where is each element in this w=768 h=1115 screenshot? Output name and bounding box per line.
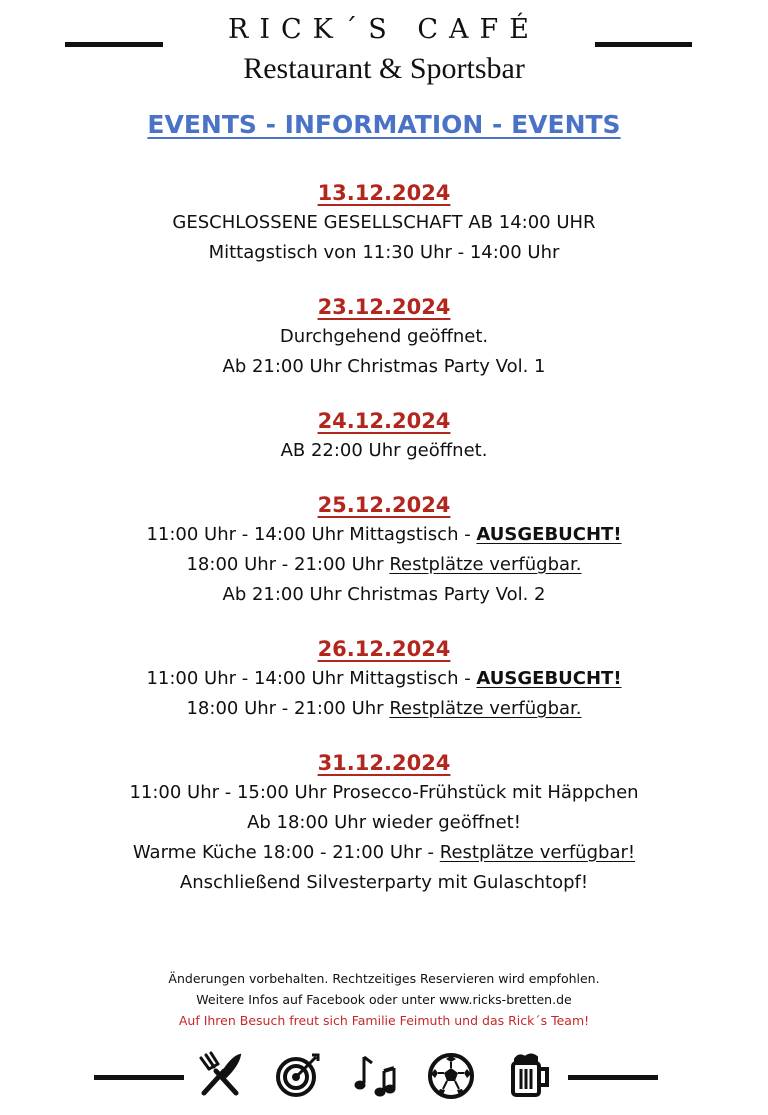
footer-note-website: Weitere Infos auf Facebook oder unter www.ricks-bretten.de — [196, 992, 572, 1007]
event-line: Mittagstisch von 11:30 Uhr - 14:00 Uhr — [208, 242, 560, 263]
cutlery-icon — [194, 1049, 246, 1101]
brand-subtitle: Restaurant & Sportsbar — [243, 52, 525, 85]
event-date: 23.12.2024 — [317, 295, 451, 319]
footer-rule-left — [94, 1075, 184, 1080]
event-24-12 — [0, 406, 768, 466]
event-line: Anschließend Silvesterparty mit Gulaschtopf! — [179, 872, 589, 893]
availability-note: Restplätze verfügbar. — [389, 698, 582, 719]
event-line-text: 11:00 Uhr - 14:00 Uhr Mittagstisch - — [146, 668, 477, 689]
events-heading: EVENTS - INFORMATION - EVENTS — [147, 110, 621, 139]
event-date: 24.12.2024 — [317, 409, 451, 433]
event-line-text: 18:00 Uhr - 21:00 Uhr — [186, 554, 390, 575]
soccer-ball-icon — [425, 1049, 477, 1101]
event-25-12 — [0, 490, 768, 610]
event-line — [0, 664, 768, 694]
event-line — [0, 520, 768, 550]
music-notes-icon — [350, 1049, 402, 1101]
event-31-12 — [0, 748, 768, 898]
footer-rule-right — [568, 1075, 658, 1080]
event-26-12 — [0, 634, 768, 724]
footer — [0, 968, 768, 1031]
event-line: Ab 21:00 Uhr Christmas Party Vol. 2 — [222, 584, 546, 605]
event-line — [0, 838, 768, 868]
event-line: Durchgehend geöffnet. — [279, 326, 489, 347]
event-date: 31.12.2024 — [317, 751, 451, 775]
icon-row — [0, 1045, 768, 1105]
event-line — [0, 550, 768, 580]
beer-mug-icon — [503, 1049, 555, 1101]
header — [0, 0, 768, 100]
availability-note: Restplätze verfügbar! — [439, 842, 636, 863]
event-line: AB 22:00 Uhr geöffnet. — [280, 440, 488, 461]
sold-out-badge: AUSGEBUCHT! — [476, 524, 622, 545]
event-line: Ab 18:00 Uhr wieder geöffnet! — [247, 812, 521, 833]
event-date: 13.12.2024 — [317, 181, 451, 205]
event-date: 26.12.2024 — [317, 637, 451, 661]
brand-title: RICK´S CAFÉ — [227, 14, 540, 45]
event-line: Ab 21:00 Uhr Christmas Party Vol. 1 — [222, 356, 546, 377]
event-13-12 — [0, 178, 768, 268]
availability-note: Restplätze verfügbar. — [389, 554, 582, 575]
event-line-text: Warme Küche 18:00 - 21:00 Uhr - — [132, 842, 440, 863]
footer-note-greeting: Auf Ihren Besuch freut sich Familie Feimuth und das Rick´s Team! — [178, 1013, 590, 1028]
events-list — [0, 178, 768, 922]
event-line: GESCHLOSSENE GESELLSCHAFT AB 14:00 UHR — [172, 212, 596, 233]
event-23-12 — [0, 292, 768, 382]
event-date: 25.12.2024 — [317, 493, 451, 517]
event-line-text: 11:00 Uhr - 14:00 Uhr Mittagstisch - — [146, 524, 477, 545]
dart-target-icon — [272, 1049, 324, 1101]
sold-out-badge: AUSGEBUCHT! — [476, 668, 622, 689]
footer-note-changes: Änderungen vorbehalten. Rechtzeitiges Reservieren wird empfohlen. — [168, 971, 600, 986]
event-line — [0, 694, 768, 724]
event-line-text: 18:00 Uhr - 21:00 Uhr — [186, 698, 390, 719]
event-line: 11:00 Uhr - 15:00 Uhr Prosecco-Frühstück mit Häppchen — [129, 782, 639, 803]
